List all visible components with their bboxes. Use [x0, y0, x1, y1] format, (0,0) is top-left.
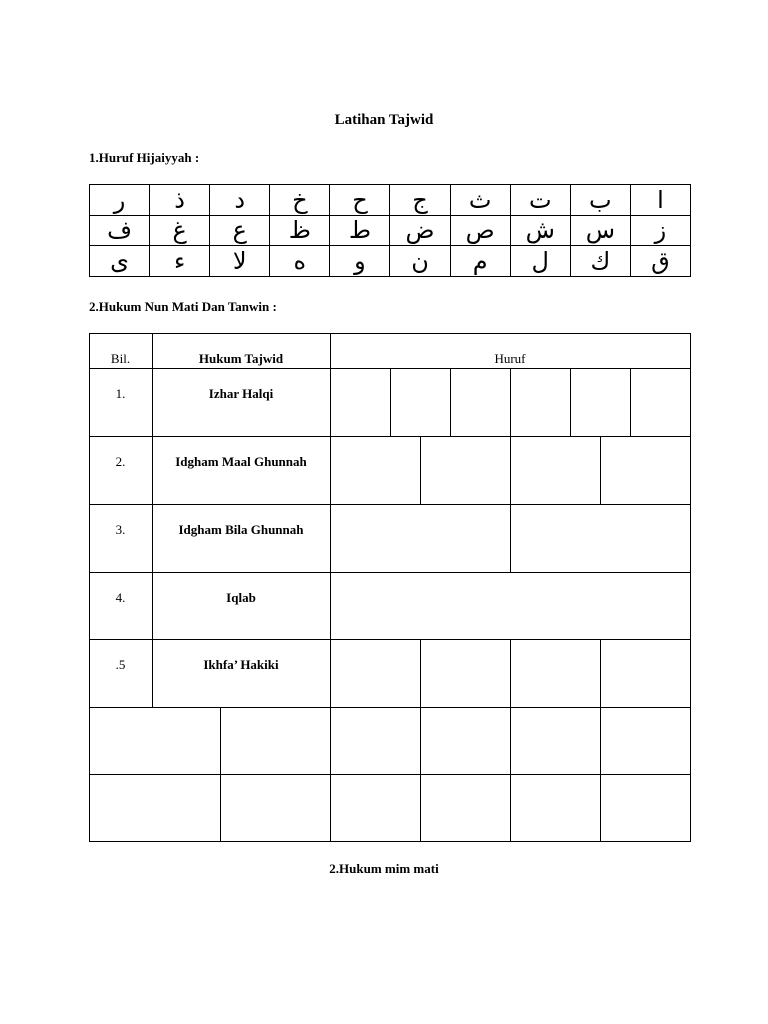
row-number: 2.	[115, 454, 126, 469]
hijaiyyah-letter: ء	[150, 246, 210, 277]
hijaiyyah-letter: ص	[451, 216, 511, 247]
hijaiyyah-letter: غ	[150, 216, 210, 247]
hukum-label: Idgham Bila Ghunnah	[178, 522, 304, 537]
row-number: 1.	[115, 386, 126, 401]
hukum-mim-mati-heading: 2.Hukum mim mati	[329, 861, 439, 876]
hijaiyyah-letter: ط	[330, 216, 390, 247]
letter-box-divider	[510, 504, 511, 573]
hijaiyyah-grid	[89, 184, 691, 277]
letter-box-divider	[420, 639, 421, 842]
table-left-border	[89, 333, 90, 842]
letter-box-divider	[510, 639, 511, 842]
hijaiyyah-letter: ث	[451, 185, 511, 216]
hijaiyyah-letter: ه	[270, 246, 330, 277]
page-title: Latihan Tajwid	[334, 112, 434, 128]
header-huruf: Huruf	[494, 351, 526, 366]
hijaiyyah-letter: ح	[330, 185, 390, 216]
letter-box-divider	[600, 436, 601, 505]
hijaiyyah-letter: ذ	[150, 185, 210, 216]
hukum-label: Iqlab	[226, 590, 256, 605]
hijaiyyah-letter: ى	[90, 246, 150, 277]
letter-box-divider	[390, 368, 391, 437]
header-hukum-tajwid: Hukum Tajwid	[198, 351, 284, 366]
hijaiyyah-letter: لا	[210, 246, 270, 277]
letter-box-divider	[570, 368, 571, 437]
hijaiyyah-letter: ا	[631, 185, 691, 216]
hijaiyyah-letter: ع	[210, 216, 270, 247]
letter-box-divider	[600, 639, 601, 842]
hijaiyyah-letter: ظ	[270, 216, 330, 247]
table-horizontal-rule	[89, 333, 691, 334]
hukum-label: Idgham Maal Ghunnah	[175, 454, 307, 469]
letter-box-divider	[450, 368, 451, 437]
table-column-divider	[330, 333, 331, 842]
hukum-label: Izhar Halqi	[208, 386, 274, 401]
hijaiyyah-letter: ف	[90, 216, 150, 247]
hijaiyyah-letter: ن	[390, 246, 450, 277]
letter-box-divider	[630, 368, 631, 437]
hijaiyyah-letter: ز	[631, 216, 691, 247]
letter-box-divider	[420, 436, 421, 505]
row-number: 4.	[115, 590, 126, 605]
hijaiyyah-letter: ض	[390, 216, 450, 247]
letter-box-divider	[510, 368, 511, 437]
table-horizontal-rule	[89, 572, 691, 573]
table-column-divider	[220, 707, 221, 842]
hijaiyyah-letter: ق	[631, 246, 691, 277]
table-right-border	[690, 333, 691, 842]
hijaiyyah-letter: ك	[571, 246, 631, 277]
hijaiyyah-letter: ب	[571, 185, 631, 216]
hijaiyyah-letter: ش	[511, 216, 571, 247]
hukum-label: Ikhfa’ Hakiki	[203, 657, 279, 672]
hijaiyyah-letter: ت	[511, 185, 571, 216]
hijaiyyah-letter: خ	[270, 185, 330, 216]
hijaiyyah-letter: م	[451, 246, 511, 277]
header-bil: Bil.	[110, 351, 131, 366]
hijaiyyah-letter: ج	[390, 185, 450, 216]
row-number: 3.	[115, 522, 126, 537]
hijaiyyah-letter: ل	[511, 246, 571, 277]
letter-box-divider	[510, 436, 511, 505]
hijaiyyah-letter: و	[330, 246, 390, 277]
hijaiyyah-letter: ر	[90, 185, 150, 216]
hijaiyyah-letter: د	[210, 185, 270, 216]
hijaiyyah-letter: س	[571, 216, 631, 247]
huruf-hijaiyyah-heading: 1.Huruf Hijaiyyah :	[89, 150, 200, 165]
hukum-nun-mati-heading: 2.Hukum Nun Mati Dan Tanwin :	[89, 299, 277, 314]
row-number: .5	[115, 657, 126, 672]
